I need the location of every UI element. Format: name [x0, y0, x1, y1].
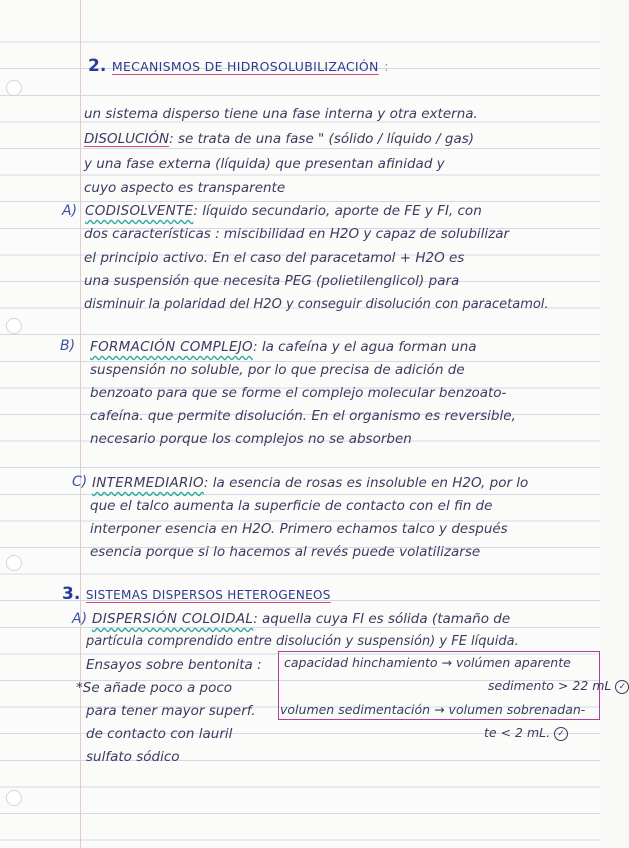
disolucion-line-3: cuyo aspecto es transparente	[84, 180, 286, 196]
box-row-1	[284, 655, 571, 670]
volumen-aparente-label: volúmen aparente	[456, 655, 571, 670]
arrow-icon: →	[434, 702, 445, 717]
dispersion-coloidal-term: DISPERSIÓN COLOIDAL	[92, 611, 254, 627]
side-note-line-4: sulfato sódico	[86, 749, 180, 765]
item-a-line-5: disminuir la polaridad del H2O y conseguir disolución con paracetamol.	[84, 297, 549, 312]
section-3-heading	[62, 584, 331, 604]
item-c-line-1	[92, 475, 528, 491]
section-2-heading	[88, 56, 389, 76]
intermediario-term: INTERMEDIARIO	[92, 475, 204, 491]
capacidad-hinchamiento-label: capacidad hinchamiento	[284, 655, 438, 670]
side-note-line-1: *Se añade poco a poco	[76, 680, 233, 696]
volumen-sedimentacion-label: volumen sedimentación	[280, 702, 431, 717]
section-3-number: 3.	[62, 584, 81, 604]
section-2-title: MECANISMOS DE HIDROSOLUBILIZACIÓN	[111, 59, 379, 74]
item-c-marker: C)	[72, 474, 88, 490]
item-a-line-1	[85, 203, 482, 219]
section-3-item-a-line-2: partícula comprendido entre disolución y suspensión) y FE líquida.	[86, 634, 519, 649]
sobrenadante-value: te < 2 mL.	[484, 725, 551, 740]
box-row-2	[280, 702, 585, 717]
codisolvente-term: CODISOLVENTE	[85, 203, 194, 219]
section-2-number: 2.	[88, 56, 107, 76]
item-a-marker: A)	[62, 203, 78, 219]
item-c-line-2: que el talco aumenta la superficie de contacto con el fin de	[90, 498, 493, 514]
binder-hole	[6, 318, 22, 334]
disolucion-line-1	[84, 131, 474, 147]
item-b-line-1	[90, 339, 477, 355]
item-c-line-4: esencia porque si lo hacemos al revés puede volatilizarse	[90, 544, 481, 560]
box-row-1-cont	[488, 678, 629, 694]
check-circle-icon: ✓	[554, 727, 568, 741]
arrow-icon: →	[441, 655, 453, 670]
item-a-line-3: el principio activo. En el caso del paracetamol + H2O es	[84, 250, 465, 266]
section-3-title: SISTEMAS DISPERSOS HETEROGENEOS	[85, 588, 331, 602]
item-b-line-5: necesario porque los complejos no se absorben	[90, 431, 412, 447]
check-circle-icon: ✓	[615, 680, 629, 694]
section-3-item-a-marker: A)	[72, 611, 88, 627]
side-note-line-2: para tener mayor superf.	[86, 703, 256, 719]
section-2-intro: un sistema disperso tiene una fase interna y otra externa.	[84, 106, 478, 122]
item-c-line-3: interponer esencia en H2O. Primero echamos talco y después	[90, 521, 508, 537]
disolucion-line-2: y una fase externa (líquida) que presentan afinidad y	[84, 156, 445, 172]
disolucion-text: : se trata de una fase " (sólido / líquido / gas)	[169, 131, 475, 147]
item-c-text-1: : la esencia de rosas es insoluble en H2O, por lo	[203, 475, 529, 491]
binder-hole	[6, 790, 22, 806]
section-3-item-a-text-1: : aquella cuya FI es sólida (tamaño de	[253, 611, 511, 627]
section-2-colon: :	[384, 60, 389, 75]
binder-hole	[6, 555, 22, 571]
item-a-line-4: una suspensión que necesita PEG (polietilenglicol) para	[84, 273, 460, 289]
margin-line	[80, 0, 81, 848]
item-a-text-1: : líquido secundario, aporte de FE y FI, con	[193, 203, 482, 219]
item-b-line-2: suspensión no soluble, por lo que precisa de adición de	[90, 362, 465, 378]
volumen-sobrenadante-label: volumen sobrenadan-	[448, 702, 586, 717]
item-a-line-2: dos características : miscibilidad en H2O y capaz de solubilizar	[84, 226, 510, 242]
formacion-complejo-term: FORMACIÓN COMPLEJO	[90, 339, 253, 355]
item-b-text-1: : la cafeína y el agua forman una	[252, 339, 477, 355]
section-3-item-a-line-1	[92, 611, 510, 627]
item-b-marker: B)	[60, 338, 76, 354]
binder-hole	[6, 80, 22, 96]
item-b-line-4: cafeína. que permite disolución. En el organismo es reversible,	[90, 408, 516, 424]
disolucion-term: DISOLUCIÓN	[84, 131, 170, 147]
item-b-line-3: benzoato para que se forme el complejo molecular benzoato-	[90, 385, 507, 401]
box-row-2-cont	[484, 725, 568, 741]
sedimento-value: sedimento > 22 mL	[488, 678, 612, 693]
ensayos-label: Ensayos sobre bentonita :	[86, 657, 262, 673]
side-note-line-3: de contacto con lauril	[86, 726, 233, 742]
